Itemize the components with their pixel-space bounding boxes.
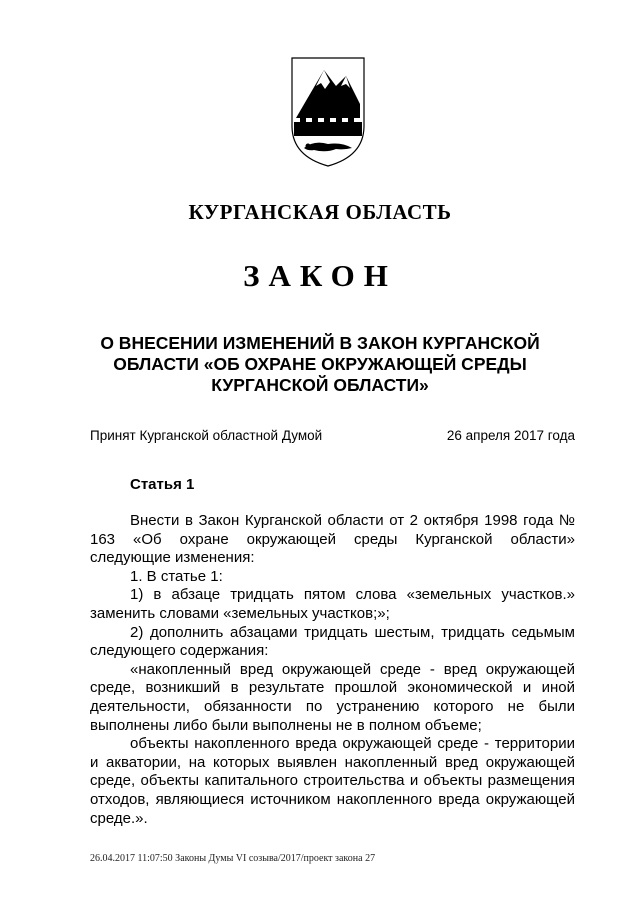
- paragraph: 1) в абзаце тридцать пятом слова «земельных участков.» заменить словами «земельных участков;»;: [90, 586, 575, 622]
- article-heading: Статья 1: [130, 476, 195, 493]
- coat-of-arms-icon: [290, 56, 366, 168]
- paragraph: объекты накопленного вреда окружающей среде - территории и акватории, на которых выявлен накопленный вред окружающей среде, объекты капитального строительства и объекты размещения отходов, являющиеся источником накопленного вреда окружающей среде.».: [90, 735, 575, 827]
- adoption-date: 26 апреля 2017 года: [446, 428, 575, 443]
- paragraph: Внести в Закон Курганской области от 2 октября 1998 года № 163 «Об охране окружающей среды Курганской области» следующие изменения:: [90, 512, 575, 567]
- document-type: ЗАКОН: [243, 258, 397, 293]
- region-name: КУРГАНСКАЯ ОБЛАСТЬ: [188, 200, 452, 224]
- adopted-by: Принят Курганской областной Думой: [90, 428, 323, 443]
- paragraph: «накопленный вред окружающей среде - вред окружающей среде, возникший в результате прошлой экономической и иной деятельности, обязанности по устранению которого не были выполнены либо были выполнены не в полном объеме;: [90, 660, 575, 734]
- article-body: [90, 512, 575, 828]
- law-title: О ВНЕСЕНИИ ИЗМЕНЕНИЙ В ЗАКОН КУРГАНСКОЙ ОБЛАСТИ «ОБ ОХРАНЕ ОКРУЖАЮЩЕЙ СРЕДЫ КУРГАНСКОЙ ОБЛАСТИ»: [100, 333, 540, 395]
- footer-path: 26.04.2017 11:07:50 Законы Думы VI созыва/2017/проект закона 27: [90, 853, 376, 864]
- paragraph: 2) дополнить абзацами тридцать шестым, тридцать седьмым следующего содержания:: [90, 623, 575, 660]
- paragraph: 1. В статье 1:: [130, 567, 223, 585]
